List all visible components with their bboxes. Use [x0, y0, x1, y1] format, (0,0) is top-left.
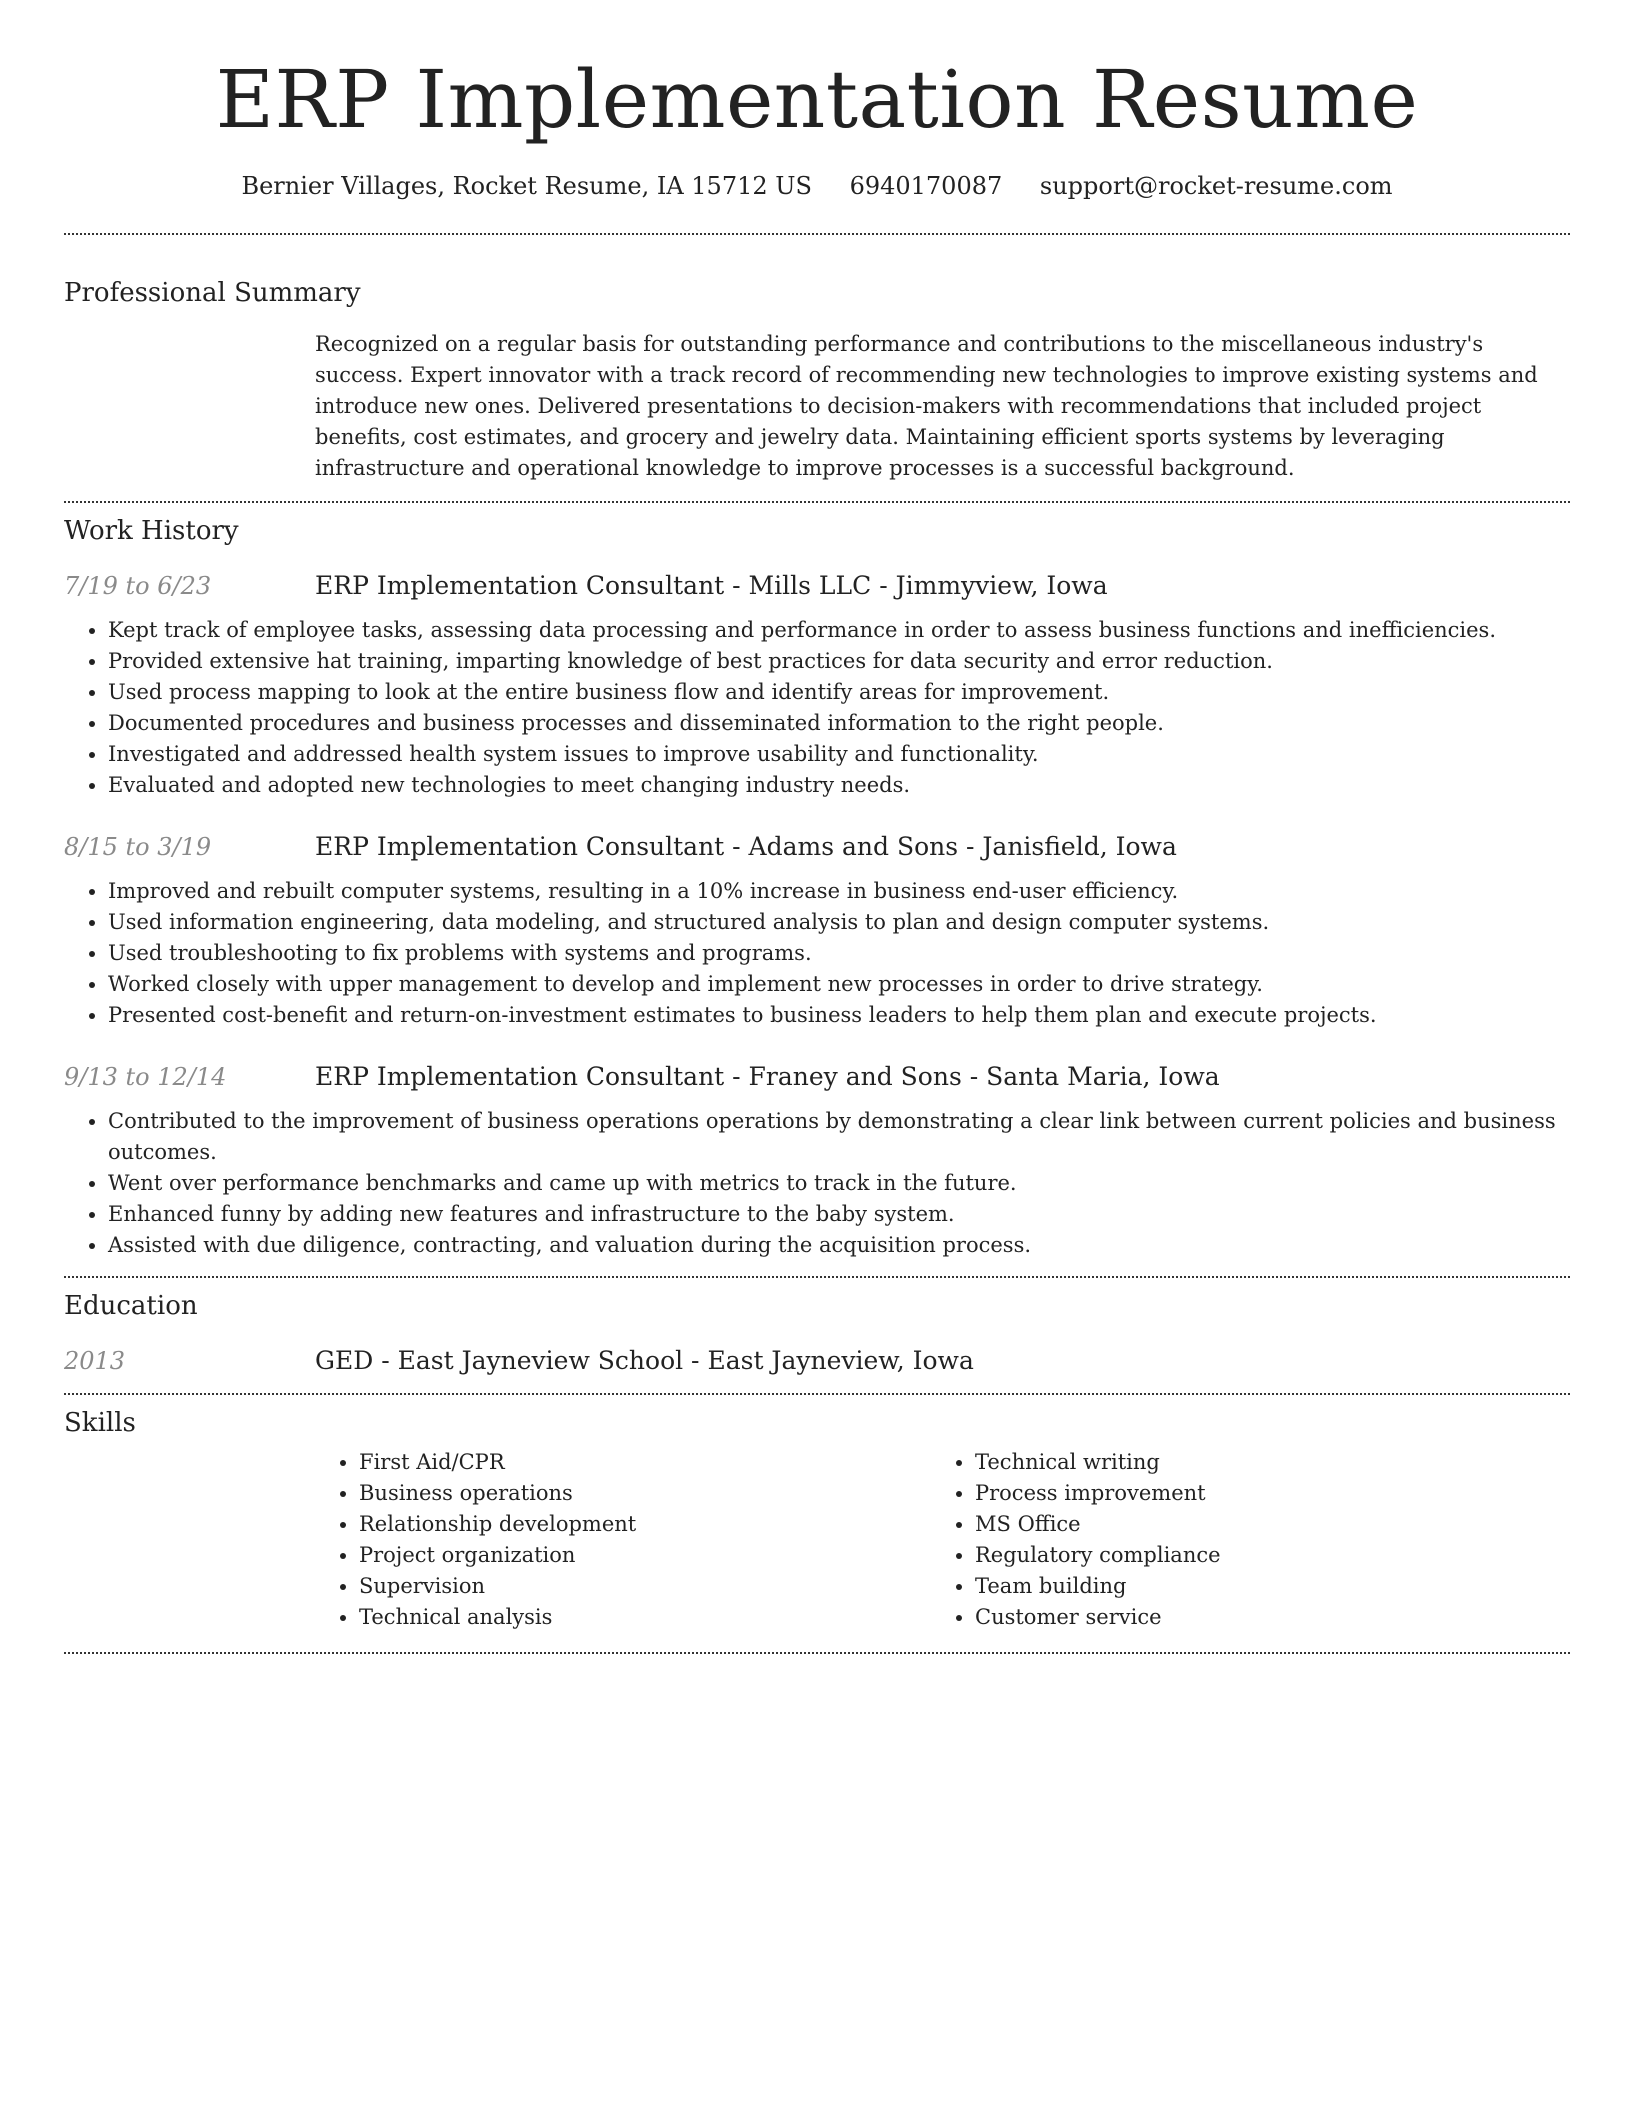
summary-text: Recognized on a regular basis for outstanding performance and contributions to the miscellaneous industry's success. Expert innovator with a track record of recommending new technologies to improve existing systems and introduce new ones. Delivered presentations to decision-makers with recommendations that included project benefits, cost estimates, and grocery and jewelry data. Maintaining efficient sports systems by leveraging infrastructure and operational knowledge to improve processes is a successful background.	[315, 332, 1538, 480]
job-heading: ERP Implementation Consultant - Adams and Sons - Janisfield, Iowa	[315, 832, 1177, 861]
resume-title: ERP Implementation Resume	[215, 53, 1419, 146]
contact-phone: 6940170087	[849, 172, 1003, 200]
job-heading: ERP Implementation Consultant - Mills LLC - Jimmyview, Iowa	[315, 571, 1108, 600]
job-bullets	[64, 1106, 1570, 1261]
job-date: 8/15 to 3/19	[64, 833, 212, 861]
divider	[64, 233, 1570, 235]
list-item: • Relationship development	[359, 1509, 931, 1540]
job-date: 7/19 to 6/23	[64, 572, 212, 600]
list-item: • Documented procedures and business processes and disseminated information to the right people.	[108, 708, 1570, 739]
list-item: • Enhanced funny by adding new features and infrastructure to the baby system.	[108, 1199, 1570, 1230]
list-item: • Improved and rebuilt computer systems, resulting in a 10% increase in business end-user efficiency.	[108, 876, 1570, 907]
list-item: • Regulatory compliance	[975, 1540, 1547, 1571]
list-item: • Supervision	[359, 1571, 931, 1602]
list-item: • Investigated and addressed health system issues to improve usability and functionality.	[108, 739, 1570, 770]
resume-page	[64, 0, 1570, 1654]
job-entry	[64, 569, 1570, 801]
list-item: • Used troubleshooting to fix problems with systems and programs.	[108, 938, 1570, 969]
contact-email: support@rocket-resume.com	[1039, 172, 1393, 200]
section-title-education: Education	[64, 1291, 198, 1321]
list-item: • Used information engineering, data modeling, and structured analysis to plan and design computer systems.	[108, 907, 1570, 938]
list-item: • Kept track of employee tasks, assessing data processing and performance in order to assess business functions and inefficiencies.	[108, 615, 1570, 646]
list-item: • MS Office	[975, 1509, 1547, 1540]
job-entry	[64, 830, 1570, 1031]
job-date: 9/13 to 12/14	[64, 1063, 227, 1091]
education-entry	[64, 1344, 1570, 1378]
job-bullets	[64, 615, 1570, 801]
skills-list	[315, 1447, 1570, 1633]
list-item: • Technical analysis	[359, 1602, 931, 1633]
list-item: • Process improvement	[975, 1478, 1547, 1509]
list-item: • Assisted with due diligence, contracting, and valuation during the acquisition process.	[108, 1230, 1570, 1261]
contact-line	[64, 170, 1570, 202]
education-heading: GED - East Jayneview School - East Jayneview, Iowa	[315, 1346, 974, 1375]
list-item: • First Aid/CPR	[359, 1447, 931, 1478]
skills-column-left	[315, 1447, 931, 1633]
divider	[64, 1652, 1570, 1654]
list-item: • Evaluated and adopted new technologies to meet changing industry needs.	[108, 770, 1570, 801]
list-item: • Used process mapping to look at the entire business flow and identify areas for improvement.	[108, 677, 1570, 708]
list-item: • Contributed to the improvement of business operations operations by demonstrating a clear link between current policies and business outcomes.	[108, 1106, 1570, 1168]
job-entry	[64, 1060, 1570, 1261]
section-title-work-history: Work History	[64, 516, 239, 546]
list-item: • Technical writing	[975, 1447, 1547, 1478]
education-date: 2013	[64, 1347, 126, 1375]
job-heading: ERP Implementation Consultant - Franey and Sons - Santa Maria, Iowa	[315, 1062, 1220, 1091]
contact-address: Bernier Villages, Rocket Resume, IA 15712 US	[241, 172, 812, 200]
job-bullets	[64, 876, 1570, 1031]
divider	[64, 501, 1570, 503]
list-item: • Project organization	[359, 1540, 931, 1571]
skills-column-right	[931, 1447, 1547, 1633]
divider	[64, 1393, 1570, 1395]
list-item: • Customer service	[975, 1602, 1547, 1633]
list-item: • Worked closely with upper management to develop and implement new processes in order to drive strategy.	[108, 969, 1570, 1000]
list-item: • Team building	[975, 1571, 1547, 1602]
list-item: • Presented cost-benefit and return-on-investment estimates to business leaders to help them plan and execute projects.	[108, 1000, 1570, 1031]
list-item: • Provided extensive hat training, imparting knowledge of best practices for data security and error reduction.	[108, 646, 1570, 677]
list-item: • Went over performance benchmarks and came up with metrics to track in the future.	[108, 1168, 1570, 1199]
section-title-summary: Professional Summary	[64, 278, 361, 308]
section-title-skills: Skills	[64, 1408, 136, 1438]
list-item: • Business operations	[359, 1478, 931, 1509]
divider	[64, 1276, 1570, 1278]
